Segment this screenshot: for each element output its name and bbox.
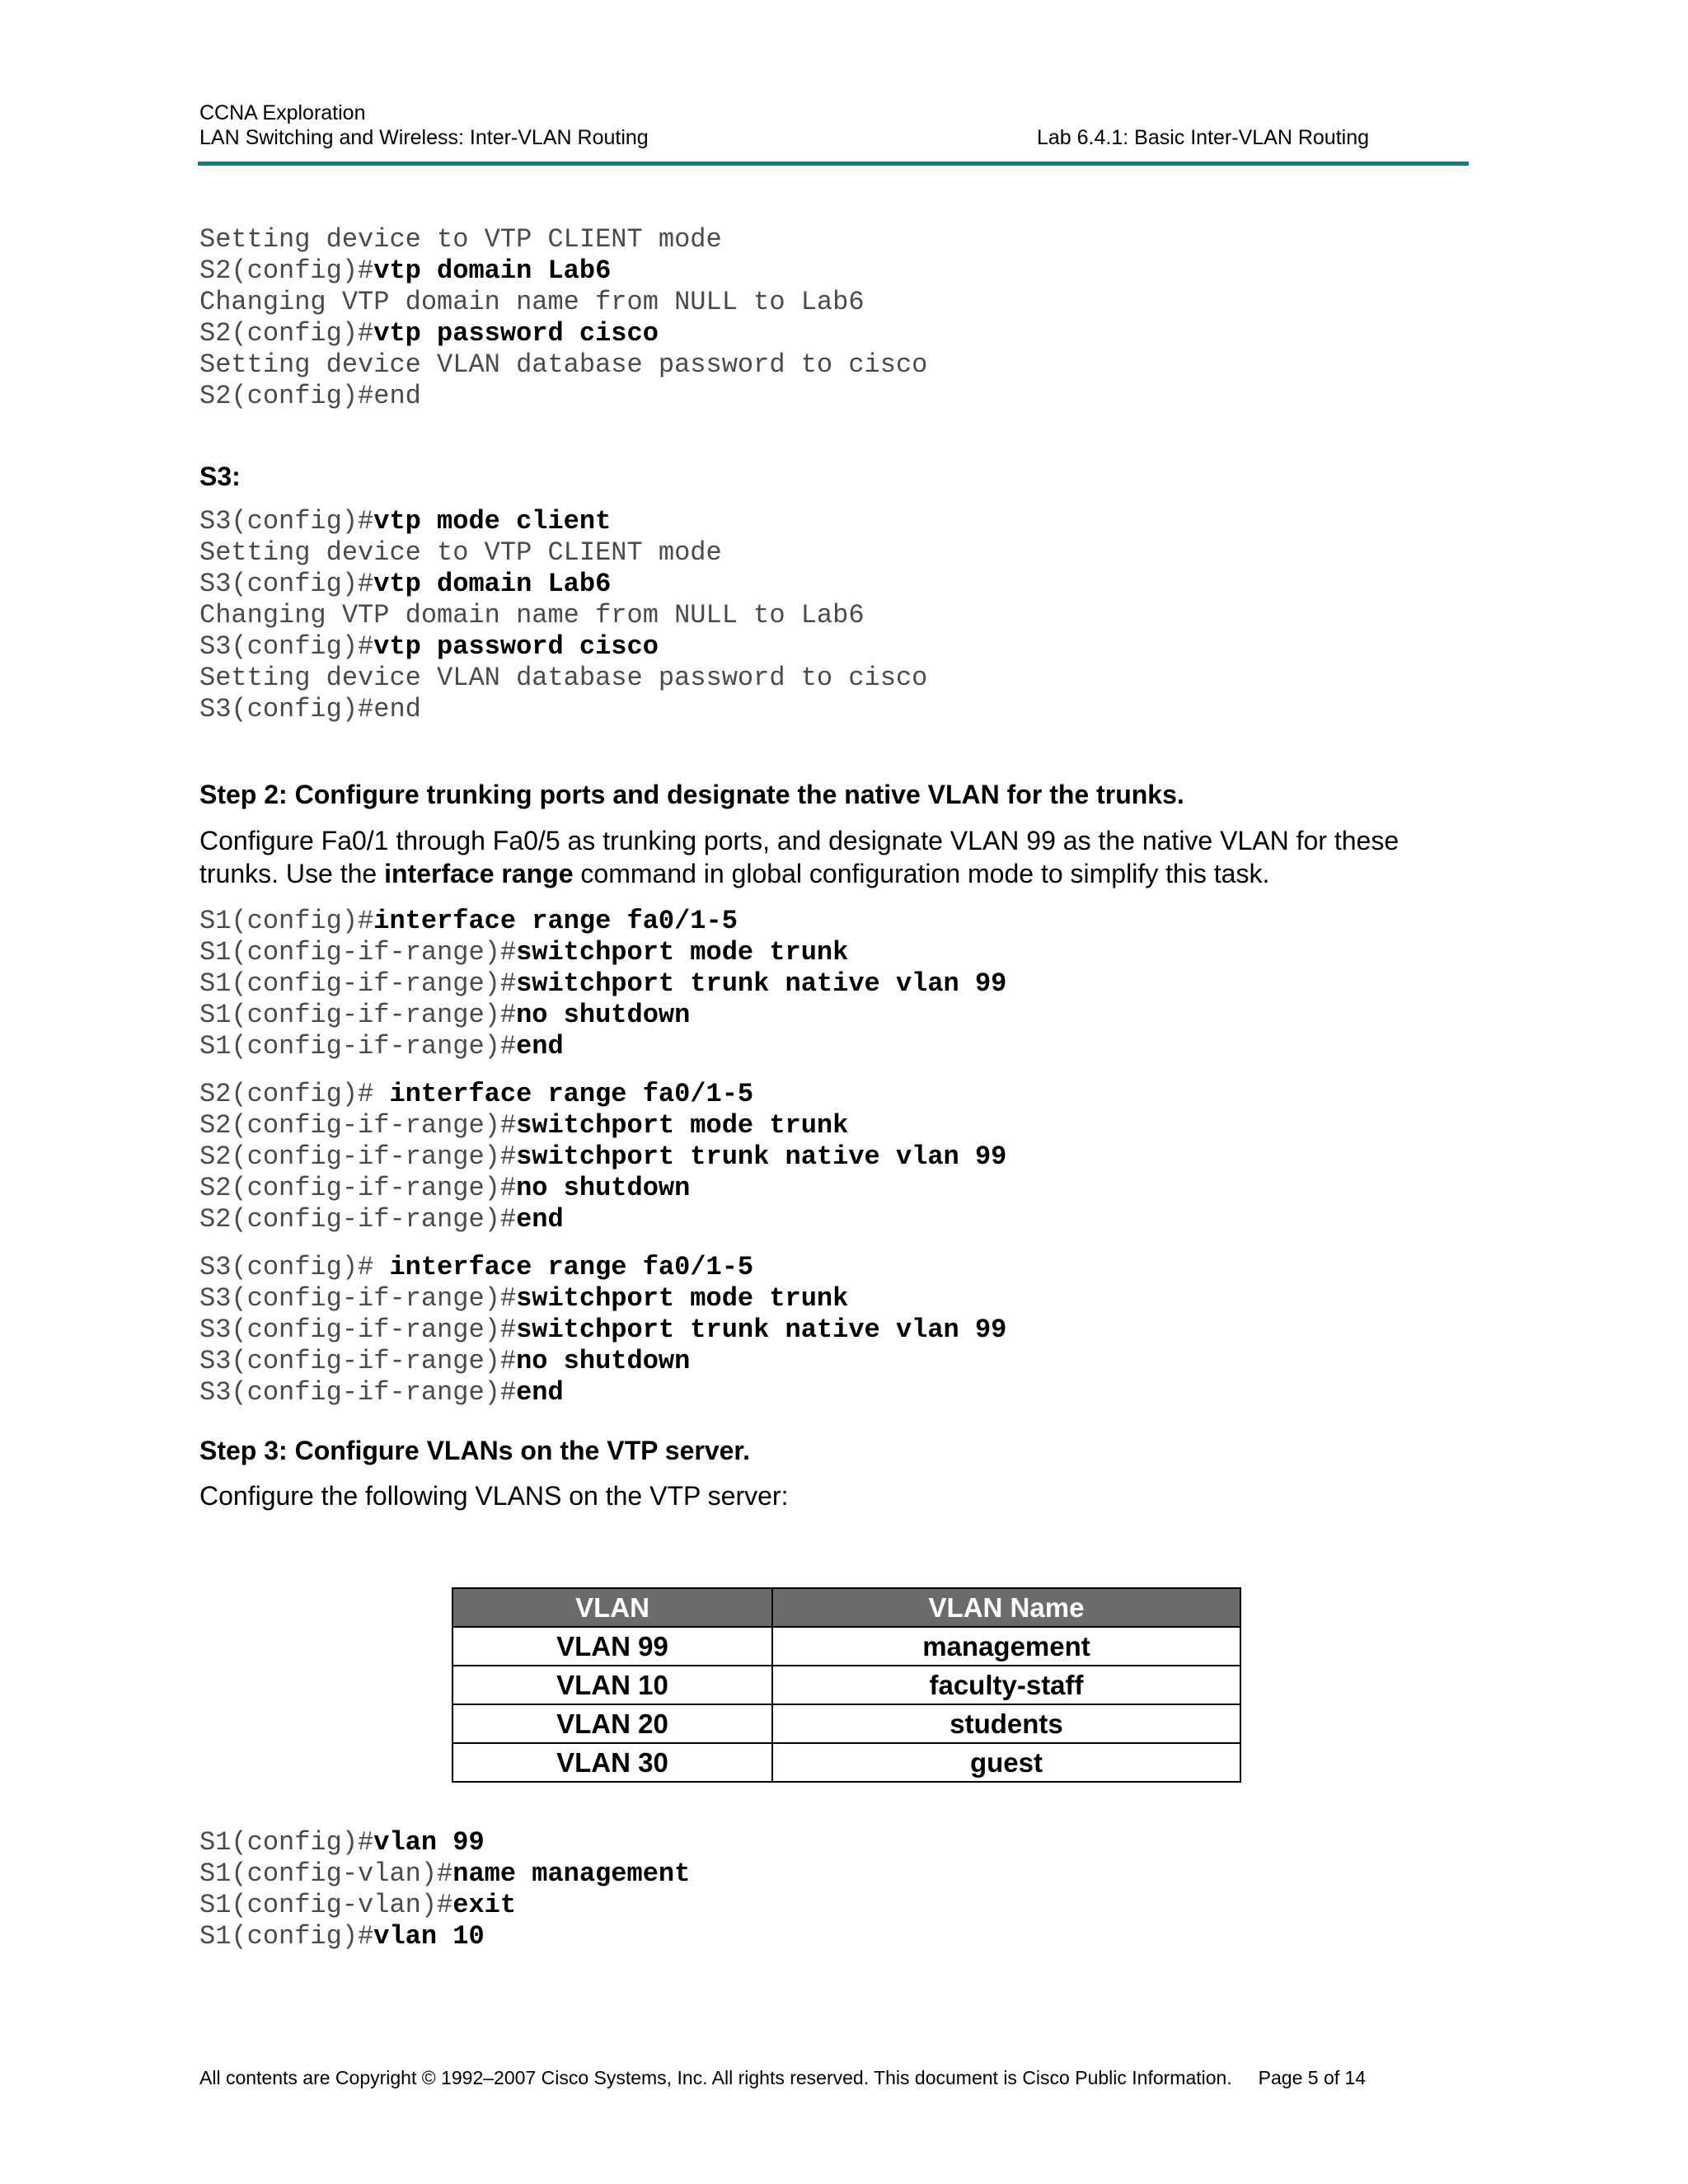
vlan-table-header-vlan: VLAN (452, 1588, 772, 1627)
page-header (198, 97, 1469, 166)
code-line: S1(config-vlan)#exit (199, 1890, 517, 1920)
code-line: Setting device to VTP CLIENT mode (199, 537, 722, 568)
code-line: Setting device VLAN database password to cisco (199, 663, 928, 693)
code-line: Setting device VLAN database password to cisco (199, 349, 928, 380)
table-row (452, 1704, 1240, 1743)
code-line: S3(config-if-range)#switchport mode trunk (199, 1283, 849, 1314)
code-block-s3-trunk (199, 1252, 1006, 1408)
code-line: S3(config)#vtp domain Lab6 (199, 569, 612, 599)
step3-paragraph: Configure the following VLANS on the VTP server: (199, 1481, 789, 1511)
code-line: S2(config)#vtp domain Lab6 (199, 255, 612, 286)
vlan-name-cell: guest (772, 1743, 1240, 1782)
table-row (452, 1666, 1240, 1704)
code-block-s1-vlans (199, 1827, 690, 1952)
footer-page-number: Page 5 of 14 (1258, 2067, 1367, 2088)
vlan-id-cell: VLAN 10 (452, 1666, 772, 1704)
code-line: S1(config-vlan)#name management (199, 1858, 691, 1889)
code-line: S3(config-if-range)#end (199, 1377, 564, 1408)
header-lab-title: Lab 6.4.1: Basic Inter-VLAN Routing (1037, 126, 1370, 149)
header-series: CCNA Exploration (199, 101, 366, 124)
code-line: S1(config)#vlan 99 (199, 1827, 485, 1858)
vlan-table-header-name: VLAN Name (772, 1588, 1240, 1627)
code-block-s2-trunk (199, 1079, 1006, 1235)
code-line: S2(config-if-range)#no shutdown (199, 1173, 691, 1203)
code-line: S2(config-if-range)#end (199, 1204, 564, 1235)
code-line: S3(config)# interface range fa0/1-5 (199, 1252, 754, 1282)
code-line: S3(config)#vtp password cisco (199, 631, 659, 662)
s3-label: S3: (199, 462, 241, 491)
vlan-id-cell: VLAN 30 (452, 1743, 772, 1782)
vlan-id-cell: VLAN 20 (452, 1704, 772, 1743)
code-line: S1(config)#interface range fa0/1-5 (199, 906, 738, 936)
table-row (452, 1627, 1240, 1666)
page-footer (199, 2065, 1366, 2090)
code-line: S3(config)#vtp mode client (199, 506, 612, 537)
code-block-s3-vtp (199, 506, 927, 725)
table-row (452, 1743, 1240, 1782)
code-line: S1(config-if-range)#end (199, 1031, 564, 1062)
code-line: S1(config)#vlan 10 (199, 1921, 485, 1952)
code-block-s1-trunk (199, 906, 1006, 1062)
code-line: S1(config-if-range)#no shutdown (199, 1000, 691, 1030)
code-line: Changing VTP domain name from NULL to Lab6 (199, 600, 865, 630)
vlan-name-cell: management (772, 1627, 1240, 1666)
vlan-table-header-row (452, 1588, 1240, 1627)
vlan-table (452, 1587, 1241, 1783)
code-block-s2-vtp (199, 224, 927, 412)
code-line: S2(config)#end (199, 381, 421, 411)
code-line: Setting device to VTP CLIENT mode (199, 224, 722, 255)
step2-paragraph: Configure Fa0/1 through Fa0/5 as trunking ports, and designate VLAN 99 as the native VLAN for these trunks. Use the interface range command in global configuration mode to simplify this task. (199, 826, 1400, 888)
footer-copyright: All contents are Copyright © 1992–2007 Cisco Systems, Inc. All rights reserved. This document is Cisco Public Information. (199, 2067, 1232, 2088)
code-line: S3(config-if-range)#switchport trunk native vlan 99 (199, 1315, 1007, 1345)
code-line: S2(config)# interface range fa0/1-5 (199, 1079, 754, 1109)
code-line: S1(config-if-range)#switchport trunk native vlan 99 (199, 968, 1007, 999)
code-line: S2(config-if-range)#switchport mode trunk (199, 1110, 849, 1141)
vlan-name-cell: faculty-staff (772, 1666, 1240, 1704)
code-line: Changing VTP domain name from NULL to Lab6 (199, 287, 865, 317)
step3-heading: Step 3: Configure VLANs on the VTP server. (199, 1436, 750, 1465)
step2-heading: Step 2: Configure trunking ports and designate the native VLAN for the trunks. (199, 780, 1184, 809)
code-line: S2(config)#vtp password cisco (199, 318, 659, 349)
code-line: S2(config-if-range)#switchport trunk native vlan 99 (199, 1141, 1007, 1172)
code-line: S1(config-if-range)#switchport mode trunk (199, 937, 849, 968)
vlan-name-cell: students (772, 1704, 1240, 1743)
code-line: S3(config-if-range)#no shutdown (199, 1346, 691, 1376)
header-course: LAN Switching and Wireless: Inter-VLAN Routing (199, 126, 649, 149)
code-line: S3(config)#end (199, 694, 421, 724)
vlan-id-cell: VLAN 99 (452, 1627, 772, 1666)
